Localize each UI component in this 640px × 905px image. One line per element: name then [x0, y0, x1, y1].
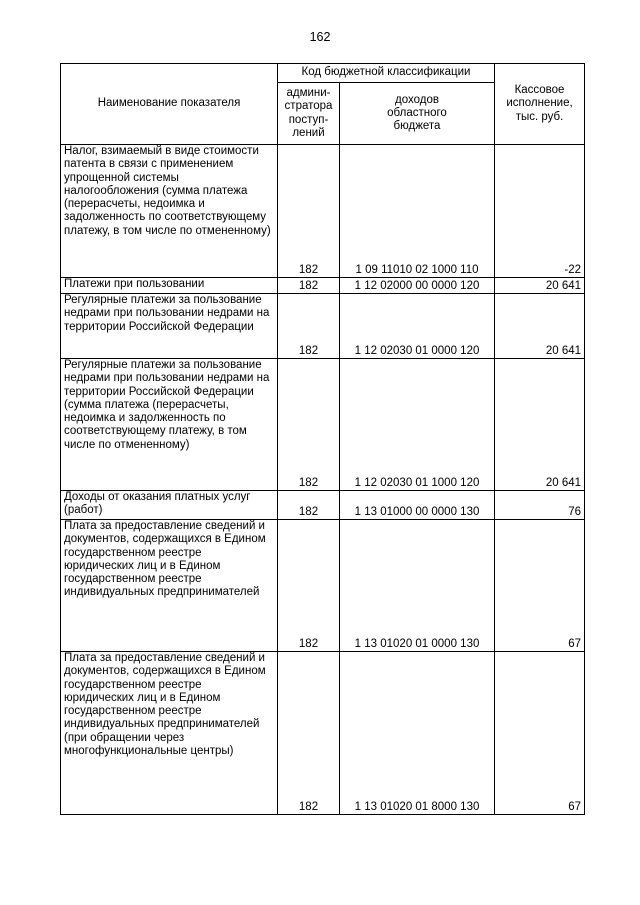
row-admin-code: 182 — [278, 145, 340, 278]
row-name-text: Регулярные платежи за пользование недрами при пользовании недрами на территории Российской Федерации — [64, 294, 270, 333]
row-income-code: 1 12 02030 01 1000 120 — [340, 359, 495, 491]
row-income-code: 1 13 01000 00 0000 130 — [340, 491, 495, 520]
header-admin-text: админи- стратора поступ- лений — [284, 86, 333, 139]
row-income-code: 1 12 02030 01 0000 120 — [340, 294, 495, 359]
table-row — [61, 652, 585, 815]
row-name — [61, 278, 278, 294]
row-name-text: Плата за предоставление сведений и документов, содержащихся в Едином государственном реестре юридических лиц и в Едином государственном реестре индивидуальных предпринимателей (при обращении через многофункциональные центры) — [64, 652, 266, 758]
row-income-code: 1 13 01020 01 8000 130 — [340, 652, 495, 815]
row-name — [61, 520, 278, 652]
table-row — [61, 294, 585, 359]
row-admin-code: 182 — [278, 652, 340, 815]
row-sum: 67 — [495, 520, 585, 652]
row-sum: 76 — [495, 491, 585, 520]
header-code-group: Код бюджетной классификации — [278, 64, 495, 83]
header-name: Наименование показателя — [61, 64, 278, 145]
row-name — [61, 145, 278, 278]
header-income — [340, 83, 495, 145]
row-name-text: Регулярные платежи за пользование недрами при пользовании недрами на территории Российской Федерации (сумма платежа (перерасчеты, недоимка и задолженность по соответствующему платежу, в том числе по отмененному) — [64, 359, 270, 451]
table-header — [61, 64, 585, 145]
header-income-text: доходов областного бюджета — [387, 93, 447, 133]
header-sum-text: Кассовое исполнение, тыс. руб. — [506, 84, 573, 123]
table-row — [61, 278, 585, 294]
row-name-text: Плата за предоставление сведений и документов, содержащихся в Едином государственном реестре юридических лиц и в Едином государственном реестре индивидуальных предпринимателей — [64, 520, 266, 599]
row-name — [61, 294, 278, 359]
table-row — [61, 145, 585, 278]
table-row — [61, 491, 585, 520]
header-sum — [495, 64, 585, 145]
row-name-text: Налог, взимаемый в виде стоимости патента в связи с применением упрощенной системы налогообложения (сумма платежа (перерасчеты, недоимка и задолженность по соответствующему платежу, в том числе по отмененному) — [64, 145, 271, 237]
header-admin — [278, 83, 340, 145]
row-admin-code: 182 — [278, 278, 340, 294]
row-sum: 20 641 — [495, 359, 585, 491]
row-name — [61, 491, 278, 520]
row-admin-code: 182 — [278, 520, 340, 652]
row-name-text: Платежи при пользовании — [64, 278, 205, 290]
row-admin-code: 182 — [278, 294, 340, 359]
row-admin-code: 182 — [278, 359, 340, 491]
page-number: 162 — [309, 30, 331, 44]
table-body — [61, 145, 585, 815]
row-income-code: 1 12 02000 00 0000 120 — [340, 278, 495, 294]
row-sum: 20 641 — [495, 278, 585, 294]
row-income-code: 1 13 01020 01 0000 130 — [340, 520, 495, 652]
row-income-code: 1 09 11010 02 1000 110 — [340, 145, 495, 278]
table-row — [61, 520, 585, 652]
row-sum: 20 641 — [495, 294, 585, 359]
row-name-text: Доходы от оказания платных услуг (работ) — [64, 491, 251, 517]
budget-table — [60, 63, 585, 815]
row-name — [61, 359, 278, 491]
table-row — [61, 359, 585, 491]
row-admin-code: 182 — [278, 491, 340, 520]
row-sum: 67 — [495, 652, 585, 815]
row-sum: -22 — [495, 145, 585, 278]
row-name — [61, 652, 278, 815]
